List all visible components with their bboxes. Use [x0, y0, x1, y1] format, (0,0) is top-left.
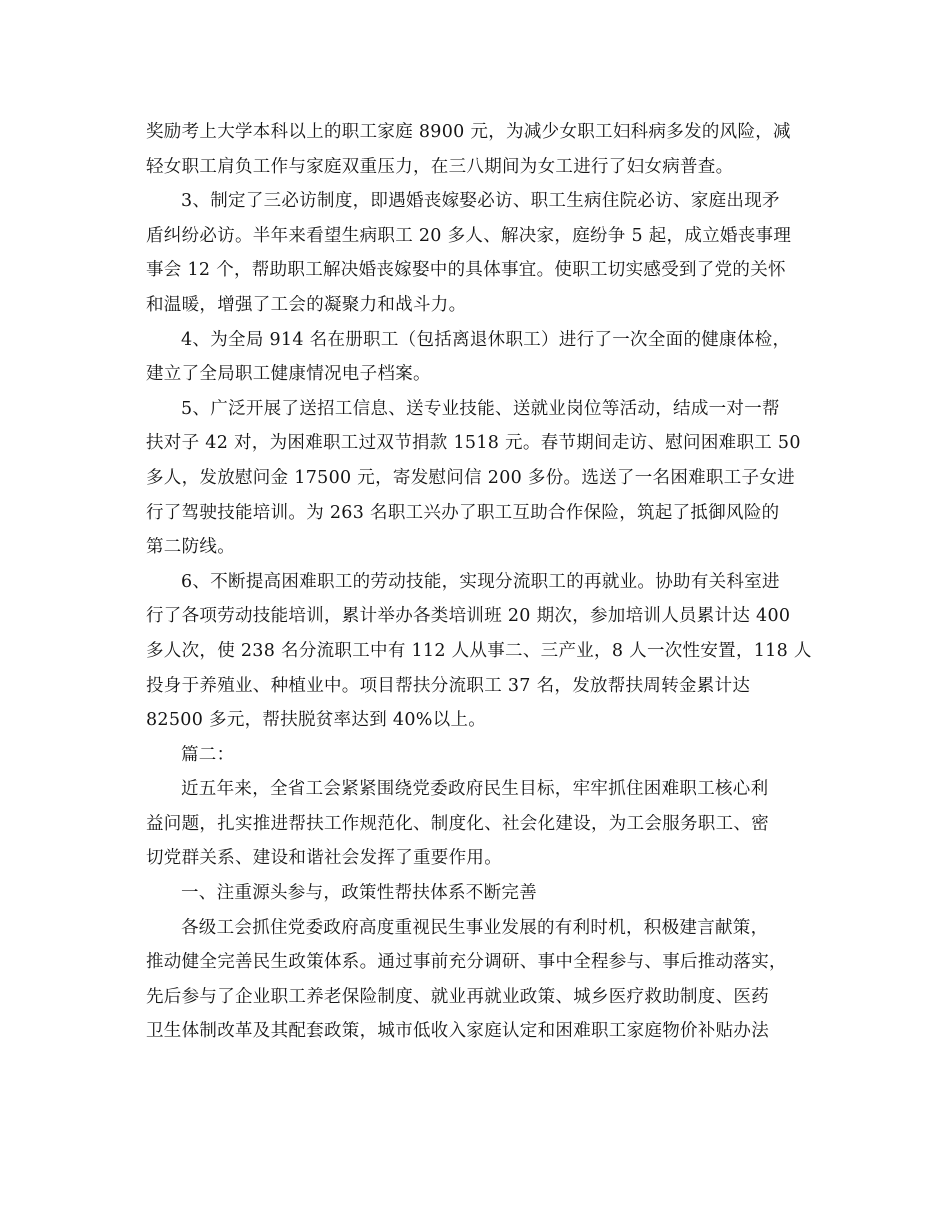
text-line: 多人，发放慰问金 17500 元，寄发慰问信 200 多份。选送了一名困难职工子女进 — [146, 467, 795, 488]
text-line: 盾纠纷必访。半年来看望生病职工 20 多人、解决家，庭纷争 5 起，成立婚丧事理 — [146, 225, 792, 246]
text-line: 轻女职工肩负工作与家庭双重压力，在三八期间为女工进行了妇女病普查。 — [146, 156, 734, 177]
text-line: 第二防线。 — [146, 537, 235, 558]
text-line: 3、制定了三必访制度，即遇婚丧嫁娶必访、职工生病住院必访、家庭出现矛 — [181, 191, 780, 212]
text-line: 卫生体制改革及其配套政策，城市低收入家庭认定和困难职工家庭物价补贴办法 — [146, 1021, 769, 1042]
text-line: 建立了全局职工健康情况电子档案。 — [146, 364, 431, 385]
text-line: 益问题，扎实推进帮扶工作规范化、制度化、社会化建设，为工会服务职工、密 — [146, 813, 769, 834]
text-line: 和温暖，增强了工会的凝聚力和战斗力。 — [146, 294, 467, 315]
text-line: 推动健全完善民生政策体系。通过事前充分调研、事中全程参与、事后推动落实， — [146, 952, 787, 973]
text-line: 行了驾驶技能培训。为 263 名职工兴办了职工互助合作保险，筑起了抵御风险的 — [146, 502, 780, 523]
text-line: 82500 多元，帮扶脱贫率达到 40%以上。 — [146, 710, 487, 731]
text-line: 各级工会抓住党委政府高度重视民生事业发展的有利时机，积极建言献策， — [181, 917, 769, 938]
text-line: 事会 12 个，帮助职工解决婚丧嫁娶中的具体事宜。使职工切实感受到了党的关怀 — [146, 260, 786, 281]
text-line: 多人次，使 238 名分流职工中有 112 人从事二、三产业，8 人一次性安置，118 人 — [146, 640, 812, 661]
document-body — [146, 115, 816, 1049]
text-line: 行了各项劳动技能培训，累计举办各类培训班 20 期次，参加培训人员累计达 400 — [146, 606, 791, 627]
text-line: 4、为全局 914 名在册职工（包括离退休职工）进行了一次全面的健康体检， — [181, 329, 791, 350]
text-line: 一、注重源头参与，政策性帮扶体系不断完善 — [181, 883, 537, 904]
text-line: 投身于养殖业、种植业中。项目帮扶分流职工 37 名，发放帮扶周转金累计达 — [146, 675, 751, 696]
text-line: 奖励考上大学本科以上的职工家庭 8900 元，为减少女职工妇科病多发的风险，减 — [146, 122, 791, 142]
text-line: 近五年来，全省工会紧紧围绕党委政府民生目标，牢牢抓住困难职工核心利 — [181, 779, 769, 800]
text-line: 6、不断提高困难职工的劳动技能，实现分流职工的再就业。协助有关科室进 — [181, 571, 780, 592]
text-line: 篇二： — [181, 744, 235, 765]
text-line: 扶对子 42 对，为困难职工过双节捐款 1518 元。春节期间走访、慰问困难职工 50 — [146, 433, 801, 454]
text-line: 先后参与了企业职工养老保险制度、就业再就业政策、城乡医疗救助制度、医药 — [146, 986, 769, 1007]
text-line: 切党群关系、建设和谐社会发挥了重要作用。 — [146, 848, 502, 869]
text-line: 5、广泛开展了送招工信息、送专业技能、送就业岗位等活动，结成一对一帮 — [181, 398, 780, 419]
